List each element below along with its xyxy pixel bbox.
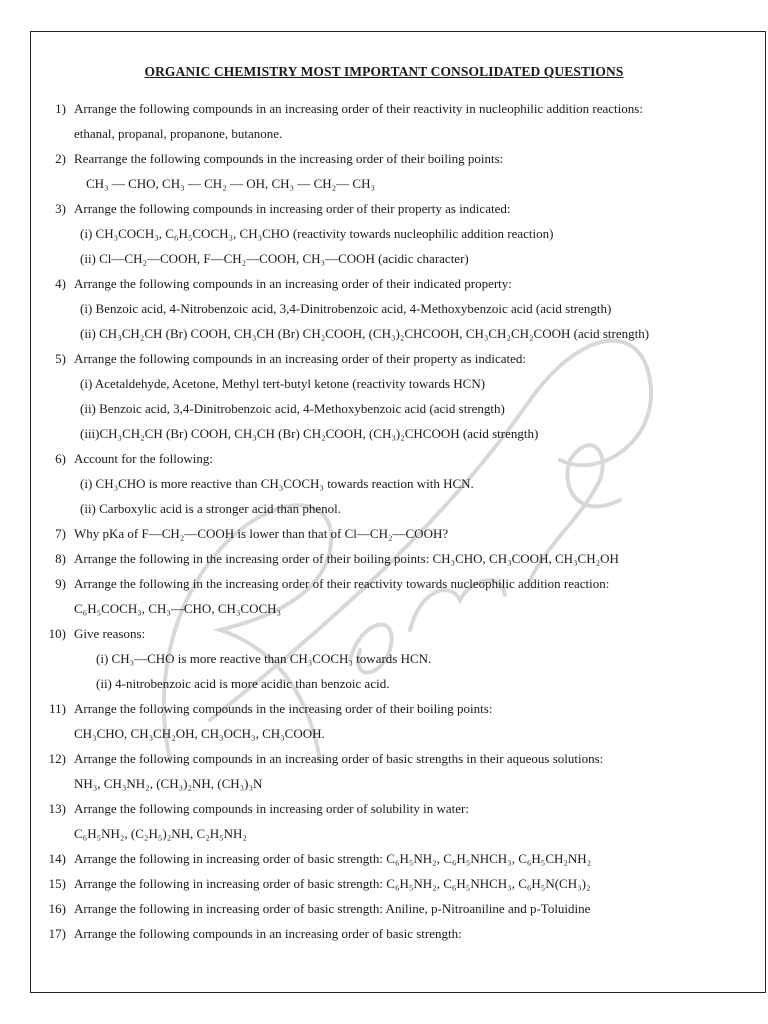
question-line: CH₃CHO, CH₃CH₂OH, CH₃OCH₃, CH₃COOH. [74,726,325,741]
question-line: (ii) 4-nitrobenzoic acid is more acidic than benzoic acid. [96,676,390,691]
question-number: 17) [48,926,66,941]
question-number: 16) [48,901,66,916]
question-line: (i) CH₃COCH₃, C₆H₅COCH₃, CH₃CHO (reactivity towards nucleophilic addition reaction) [80,226,554,241]
question-number: 10) [48,626,66,641]
question-line: (ii) Carboxylic acid is a stronger acid than phenol. [80,501,342,516]
question-line: Why pKa of F—CH₂—COOH is lower than that of Cl—CH₂—COOH? [74,526,449,541]
question-number: 15) [48,876,66,891]
question-line: Arrange the following in increasing order of basic strength: C₆H₅NH₂, C₆H₅NHCH₃, C₆H₅CH₂NH₂ [74,851,592,866]
question-line: (i) CH₃—CHO is more reactive than CH₃COCH₃ towards HCN. [96,651,432,666]
question-line: (ii) Cl—CH₂—COOH, F—CH₂—COOH, CH₃—COOH (acidic character) [80,251,469,266]
question-line: Arrange the following compounds in an increasing order of basic strength: [74,926,462,941]
question-line: C₆H₅COCH₃, CH₃—CHO, CH₃COCH₃ [74,601,282,616]
question-line: CH₃ — CHO, CH₃ — CH₂ — OH, CH₃ — CH₂— CH₃ [86,176,376,191]
question-number: 1) [55,101,66,116]
question-line: C₆H₅NH₂, (C₂H₅)₂NH, C₂H₅NH₂ [74,826,247,841]
question-line: Arrange the following in increasing order of basic strength: C₆H₅NH₂, C₆H₅NHCH₃, C₆H₅N(CH₃)₂ [74,876,591,891]
question-line: Arrange the following in the increasing order of their boiling points: CH₃CHO, CH₃COOH, CH₃CH₂OH [74,551,619,566]
question-number: 7) [55,526,66,541]
question-line: Arrange the following compounds in an increasing order of their indicated property: [74,276,512,291]
question-number: 9) [55,576,66,591]
question-line: (i) Acetaldehyde, Acetone, Methyl tert-butyl ketone (reactivity towards HCN) [80,376,486,391]
question-line: (iii)CH₃CH₂CH (Br) COOH, CH₃CH (Br) CH₂COOH, (CH₃)₂CHCOOH (acid strength) [80,426,539,441]
question-line: Arrange the following compounds in an increasing order of their property as indicated: [74,351,526,366]
question-line: Arrange the following compounds in an increasing order of basic strengths in their aqueous solutions: [74,751,604,766]
question-number: 13) [48,801,66,816]
question-line: Arrange the following in the increasing order of their reactivity towards nucleophilic addition reaction: [74,576,610,591]
question-line: Arrange the following compounds in increasing order of their property as indicated: [74,201,511,216]
question-number: 8) [55,551,66,566]
question-line: (i) Benzoic acid, 4-Nitrobenzoic acid, 3,4-Dinitrobenzoic acid, 4-Methoxybenzoic acid (acid strength) [80,301,612,316]
question-line: Arrange the following compounds in the increasing order of their boiling points: [74,701,493,716]
question-line: Rearrange the following compounds in the increasing order of their boiling points: [74,151,504,166]
question-number: 3) [55,201,66,216]
page-title: ORGANIC CHEMISTRY MOST IMPORTANT CONSOLIDATED QUESTIONS [144,64,624,79]
question-line: Arrange the following in increasing order of basic strength: Aniline, p-Nitroaniline and p-Toluidine [74,901,591,916]
question-line: ethanal, propanal, propanone, butanone. [74,126,283,141]
question-number: 12) [48,751,66,766]
question-number: 14) [48,851,66,866]
question-number: 2) [55,151,66,166]
question-line: (ii) Benzoic acid, 3,4-Dinitrobenzoic acid, 4-Methoxybenzoic acid (acid strength) [80,401,505,416]
question-line: (ii) CH₃CH₂CH (Br) COOH, CH₃CH (Br) CH₂COOH, (CH₃)₂CHCOOH, CH₃CH₂CH₂COOH (acid strength) [80,326,650,341]
question-line: Account for the following: [74,451,213,466]
question-number: 11) [49,701,66,716]
question-line: (i) CH₃CHO is more reactive than CH₃COCH₃ towards reaction with HCN. [80,476,474,491]
question-line: NH₃, CH₃NH₂, (CH₃)₂NH, (CH₃)₃N [74,776,263,791]
question-number: 5) [55,351,66,366]
question-number: 4) [55,276,66,291]
question-number: 6) [55,451,66,466]
question-line: Arrange the following compounds in increasing order of solubility in water: [74,801,469,816]
question-line: Give reasons: [74,626,146,641]
question-line: Arrange the following compounds in an increasing order of their reactivity in nucleophilic addition reactions: [74,101,643,116]
